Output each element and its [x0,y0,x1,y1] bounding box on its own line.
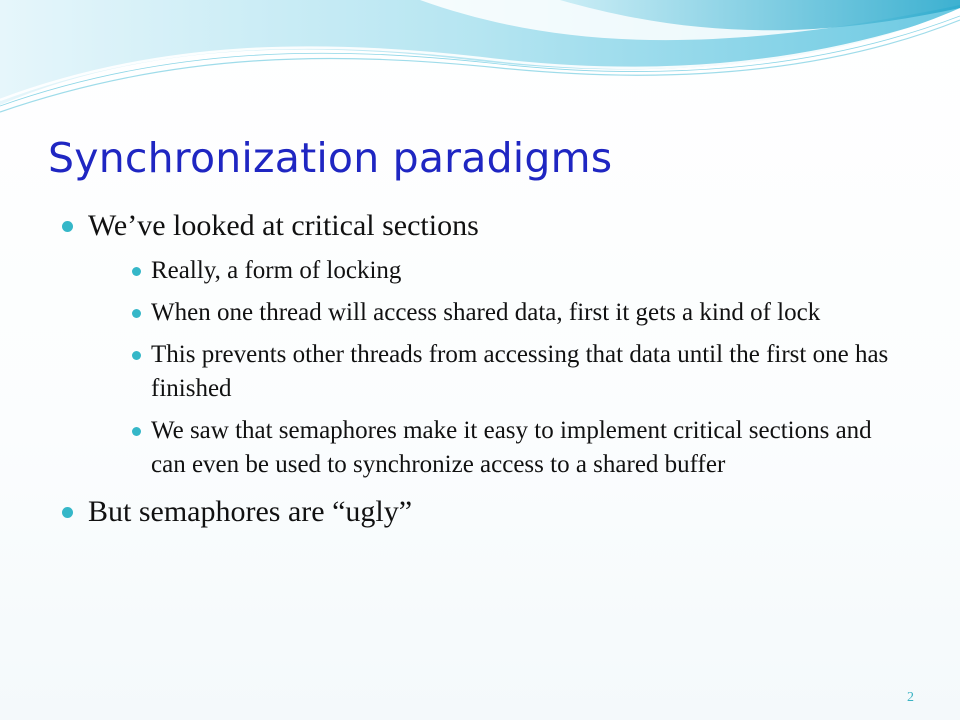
sub-bullet-text: Really, a form of locking [151,257,402,284]
sub-bullet-text: We saw that semaphores make it easy to implement critical sections and can even be used to synchronize access to a shared buffer [151,417,872,478]
sub-bullet-text: This prevents other threads from accessing that data until the first one has finished [151,341,889,402]
slide-title: Synchronization paradigms [48,134,613,182]
sub-bullet-item [88,338,912,406]
bullet-item [62,494,912,530]
sub-bullet-icon [132,351,141,360]
sub-bullet-item [88,254,912,288]
sub-bullet-text: When one thread will access shared data, first it gets a kind of lock [151,299,821,326]
sub-bullet-item [88,414,912,482]
sub-bullet-item [88,296,912,330]
slide-content [62,208,912,530]
sub-bullet-list [88,254,912,482]
bullet-text: But semaphores are “ugly” [88,495,413,528]
bullet-list [62,208,912,530]
page-number: 2 [907,690,914,705]
bullet-item [62,208,912,482]
sub-bullet-icon [132,267,141,276]
sub-bullet-icon [132,427,141,436]
bullet-icon [62,507,73,518]
bullet-text: We’ve looked at critical sections [88,209,479,242]
header-wave-graphic [0,0,960,120]
bullet-icon [62,221,73,232]
sub-bullet-icon [132,309,141,318]
